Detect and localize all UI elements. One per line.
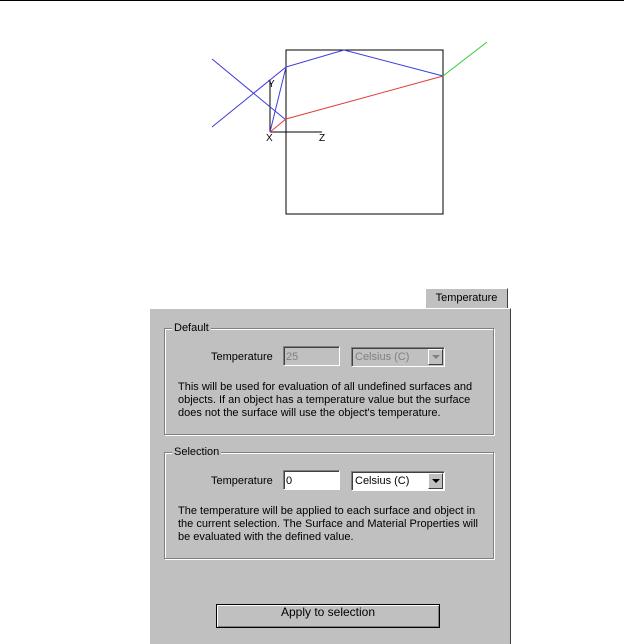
- blue-path: [270, 50, 443, 132]
- z-axis-label: Z: [319, 133, 326, 144]
- default-unit-select: [351, 347, 445, 367]
- default-unit-value: Celsius (C): [355, 351, 410, 363]
- selection-group: [164, 446, 494, 559]
- selection-temperature-label: Temperature: [211, 475, 273, 487]
- default-temperature-input: [283, 346, 340, 366]
- x-axis-label: X: [266, 133, 273, 144]
- default-group-title: Default: [174, 322, 209, 334]
- apply-to-selection-button[interactable]: Apply to selection: [216, 604, 440, 628]
- y-axis-label: Y: [268, 79, 275, 90]
- blue-cross-line-b: [212, 67, 286, 127]
- red-path: [270, 76, 443, 132]
- green-path: [443, 42, 487, 76]
- blue-cross-line-a: [212, 59, 286, 120]
- temperature-panel: [149, 308, 511, 644]
- selection-unit-dropdown-button[interactable]: [428, 473, 443, 489]
- selection-unit-select[interactable]: [351, 471, 445, 491]
- selection-unit-value: Celsius (C): [355, 475, 410, 487]
- default-description: This will be used for evaluation of all undefined surfaces and objects. If an object has a temperature value but the surface does not the surface will use the object's temperature.: [178, 381, 473, 419]
- tab-temperature[interactable]: Temperature: [425, 288, 508, 309]
- chevron-down-icon: [432, 355, 440, 359]
- selection-description: The temperature will be applied to each surface and object in the current selection. The Surface and Material Properties will be evaluated with the defined value.: [178, 505, 478, 543]
- scene-preview: [0, 0, 624, 260]
- chevron-down-icon: [432, 479, 440, 483]
- default-temperature-label: Temperature: [211, 351, 273, 363]
- default-group: [164, 322, 494, 435]
- default-unit-dropdown-button: [428, 349, 443, 365]
- selection-temperature-input[interactable]: [283, 470, 340, 490]
- selection-group-title: Selection: [174, 446, 220, 458]
